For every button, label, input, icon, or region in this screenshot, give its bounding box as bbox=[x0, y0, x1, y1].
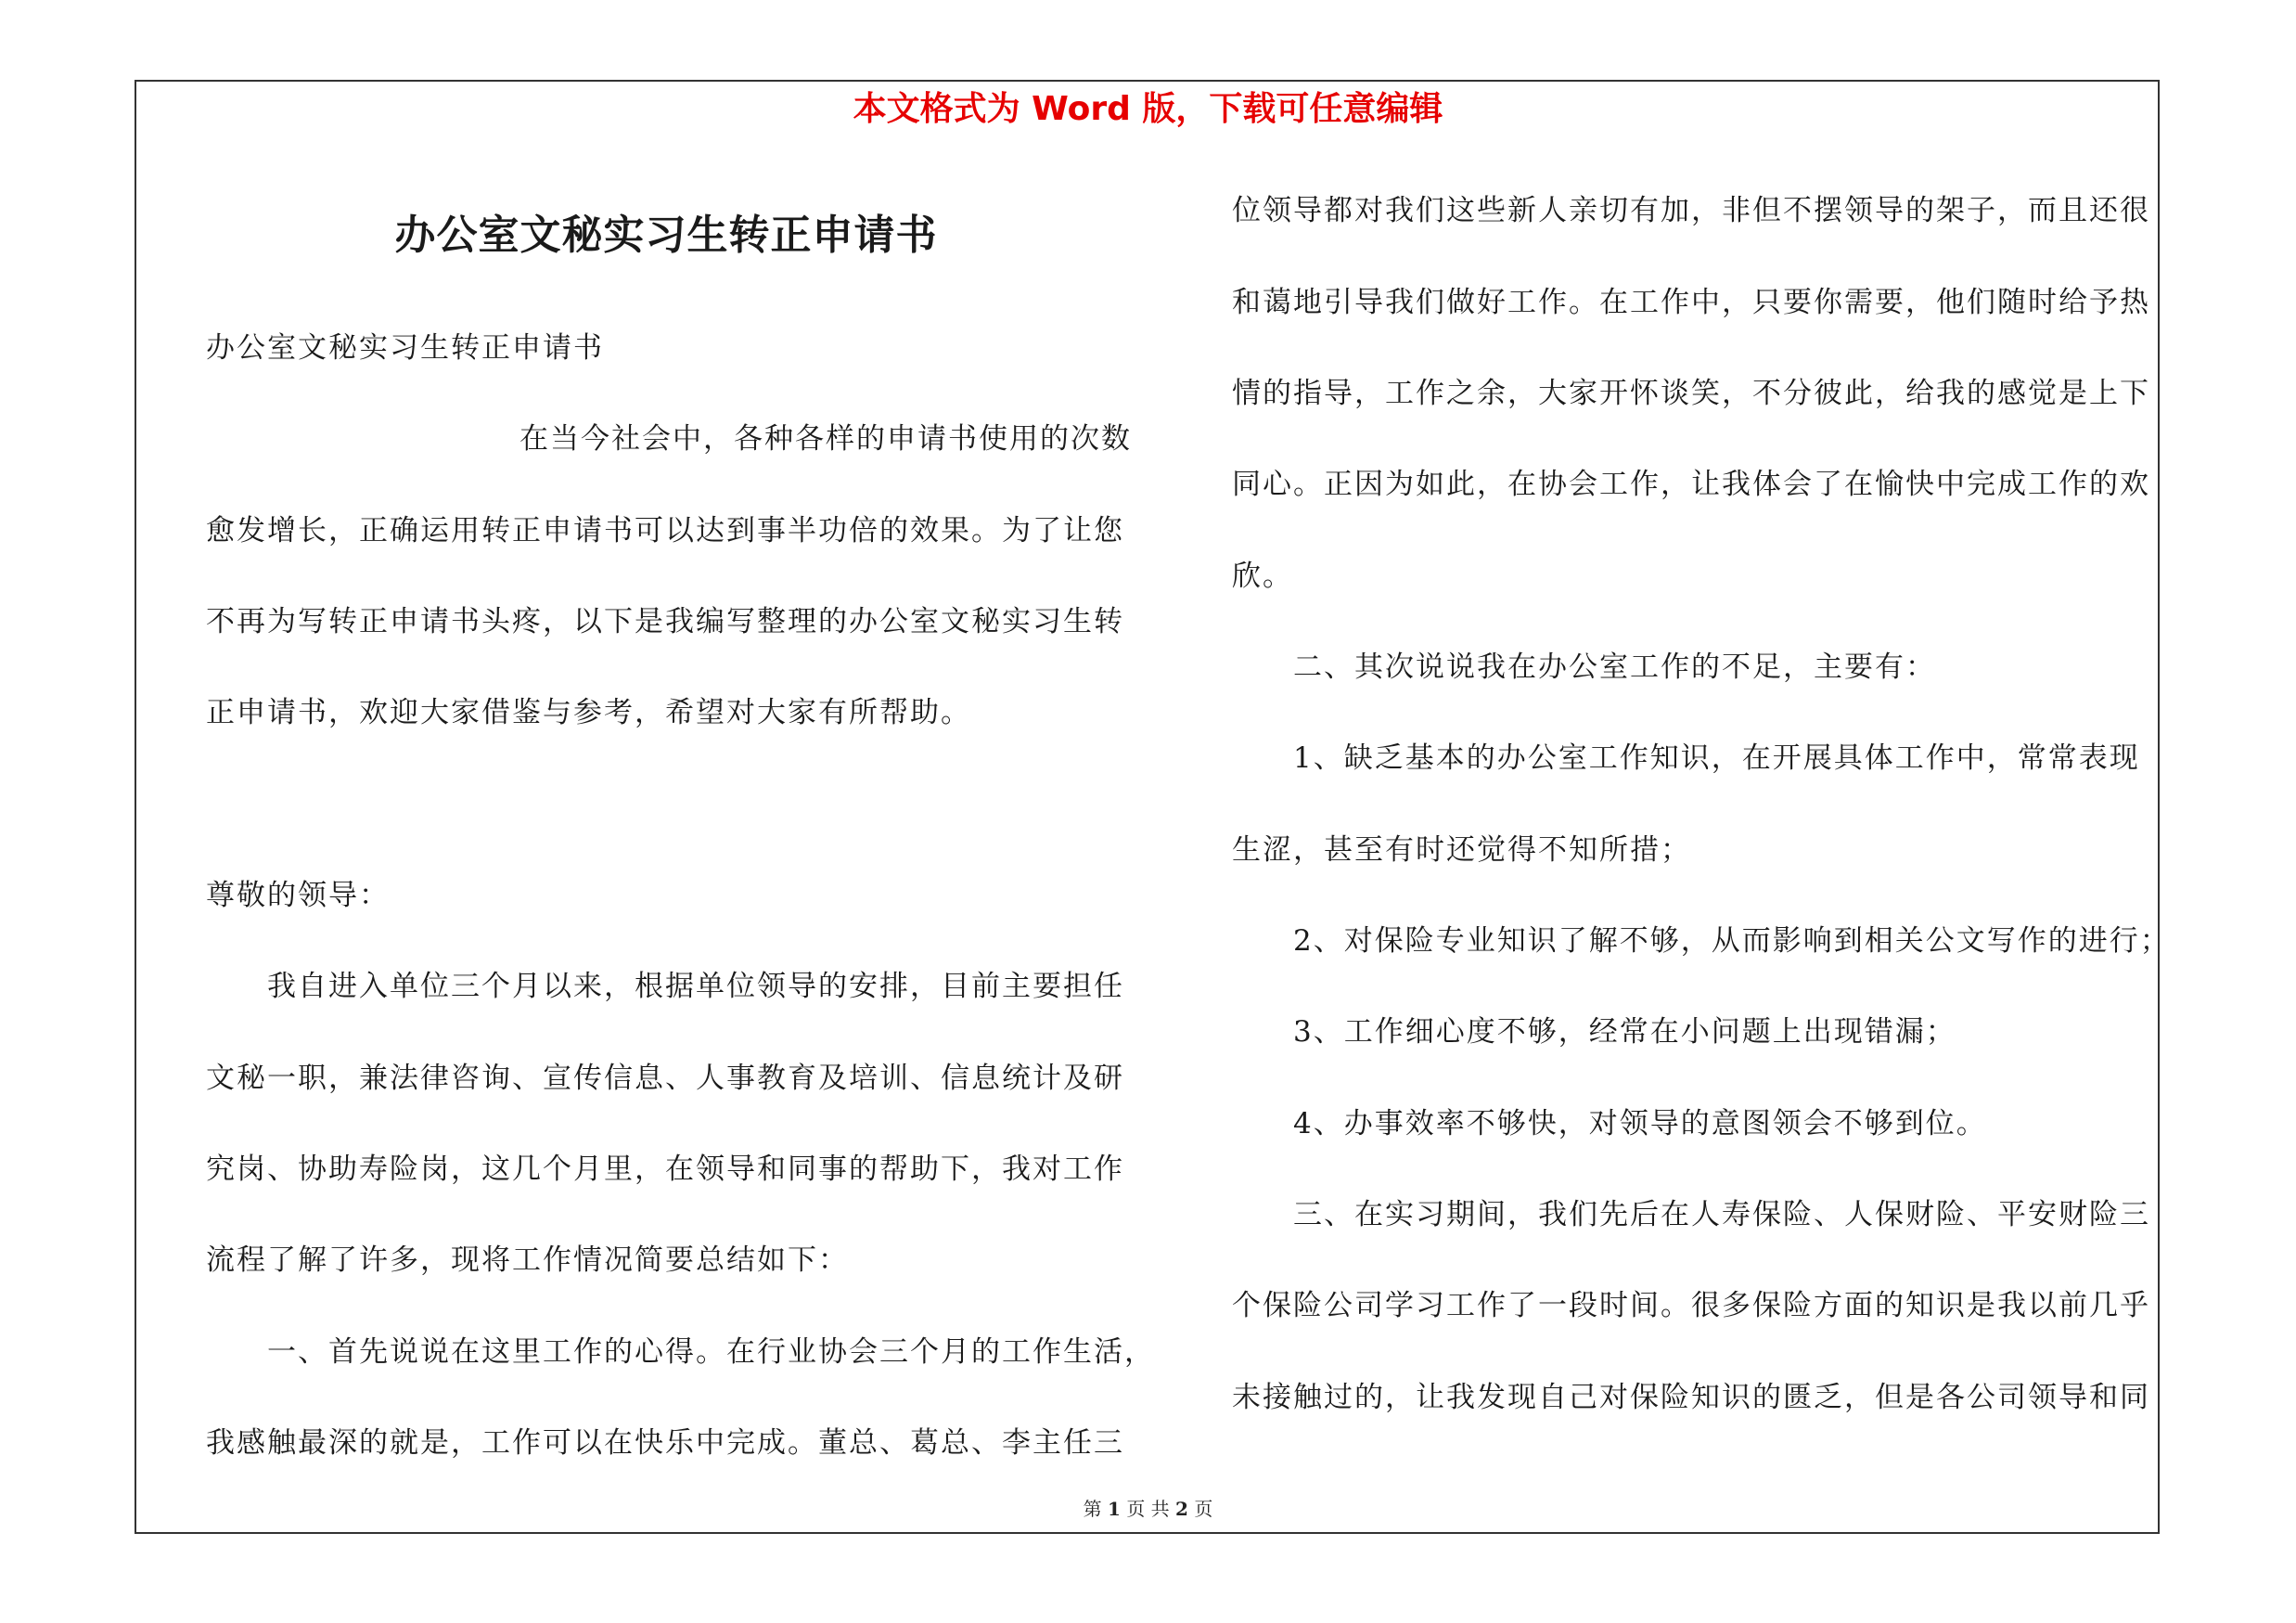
right-line-6: 二、其次说说我在办公室工作的不足，主要有： bbox=[1293, 650, 1936, 684]
right-line-4: 同心。正因为如此，在协会工作，让我体会了在愉快中完成工作的欢 bbox=[1232, 468, 2150, 501]
right-line-1: 位领导都对我们这些新人亲切有加，非但不摆领导的架子，而且还很 bbox=[1232, 194, 2150, 227]
current-page-number: 1 bbox=[1108, 1498, 1121, 1520]
right-line-8: 生涩，甚至有时还觉得不知所措； bbox=[1232, 833, 1691, 867]
right-line-3: 情的指导，工作之余，大家开怀谈笑，不分彼此，给我的感觉是上下 bbox=[1232, 377, 2150, 410]
left-line-10: 流程了解了许多，现将工作情况简要总结如下： bbox=[206, 1243, 849, 1277]
right-line-11: 4、办事效率不够快，对领导的意图领会不够到位。 bbox=[1293, 1107, 1987, 1140]
left-line-5: 正申请书，欢迎大家借鉴与参考，希望对大家有所帮助。 bbox=[206, 696, 971, 729]
right-line-10: 3、工作细心度不够，经常在小问题上出现错漏； bbox=[1293, 1015, 1956, 1049]
left-line-9: 究岗、协助寿险岗，这几个月里，在领导和同事的帮助下，我对工作 bbox=[206, 1153, 1124, 1186]
document-title: 办公室文秘实习生转正申请书 bbox=[394, 212, 938, 259]
total-page-count: 2 bbox=[1175, 1498, 1188, 1520]
left-line-7: 我自进入单位三个月以来，根据单位领导的安排，目前主要担任 bbox=[267, 970, 1124, 1003]
footer-suffix: 页 bbox=[1194, 1498, 1213, 1520]
right-line-12: 三、在实习期间，我们先后在人寿保险、人保财险、平安财险三 bbox=[1293, 1198, 2150, 1231]
left-line-8: 文秘一职，兼法律咨询、宣传信息、人事教育及培训、信息统计及研 bbox=[206, 1062, 1124, 1095]
footer-middle: 页 共 bbox=[1126, 1498, 1170, 1520]
footer-prefix: 第 bbox=[1083, 1498, 1102, 1520]
left-line-1: 办公室文秘实习生转正申请书 bbox=[206, 331, 604, 365]
left-line-3: 愈发增长，正确运用转正申请书可以达到事半功倍的效果。为了让您 bbox=[206, 514, 1124, 547]
right-line-13: 个保险公司学习工作了一段时间。很多保险方面的知识是我以前几乎 bbox=[1232, 1289, 2150, 1322]
right-line-2: 和蔼地引导我们做好工作。在工作中，只要你需要，他们随时给予热 bbox=[1232, 286, 2150, 319]
left-line-6: 尊敬的领导： bbox=[206, 879, 390, 912]
page-number-footer bbox=[0, 1496, 2296, 1522]
right-line-14: 未接触过的，让我发现自己对保险知识的匮乏，但是各公司领导和同 bbox=[1232, 1381, 2150, 1414]
right-line-7: 1、缺乏基本的办公室工作知识，在开展具体工作中，常常表现 bbox=[1293, 741, 2140, 775]
left-line-11: 一、首先说说在这里工作的心得。在行业协会三个月的工作生活， bbox=[267, 1335, 1155, 1369]
left-line-2: 在当今社会中，各种各样的申请书使用的次数 bbox=[519, 422, 1132, 456]
left-line-4: 不再为写转正申请书头疼，以下是我编写整理的办公室文秘实习生转 bbox=[206, 605, 1124, 638]
right-line-9: 2、对保险专业知识了解不够，从而影响到相关公文写作的进行； bbox=[1293, 924, 2171, 958]
right-line-5: 欣。 bbox=[1232, 560, 1293, 593]
left-line-12: 我感触最深的就是，工作可以在快乐中完成。董总、葛总、李主任三 bbox=[206, 1426, 1124, 1460]
word-format-banner: 本文格式为 Word 版，下载可任意编辑 bbox=[853, 90, 1443, 128]
